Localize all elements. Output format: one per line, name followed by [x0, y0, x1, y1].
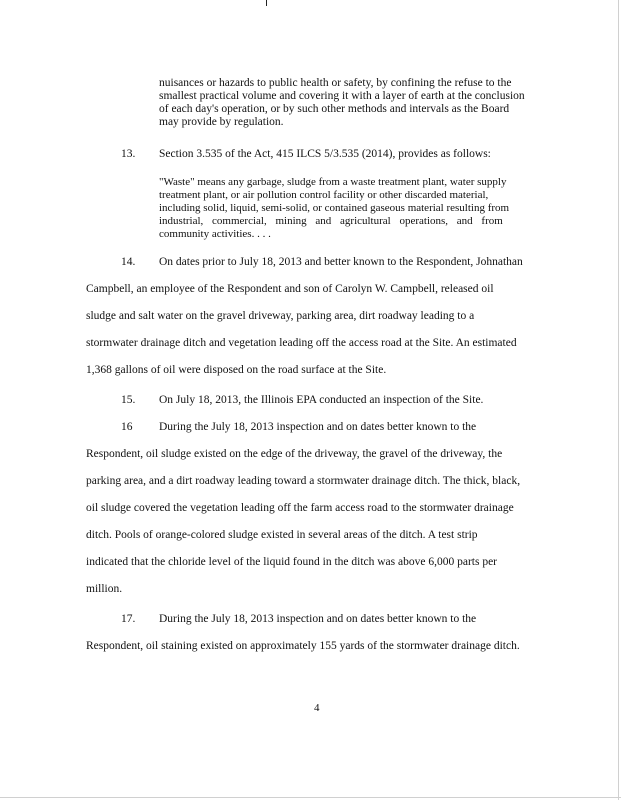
quote-line-4: industrial, commercial, mining and agricultural operations, and from	[159, 215, 503, 227]
paragraph-14-line-2: Campbell, an employee of the Respondent and son of Carolyn W. Campbell, released oil	[86, 283, 494, 295]
paragraph-14-number: 14.	[121, 256, 136, 268]
paragraph-15-number: 15.	[121, 394, 136, 406]
quote-line-3: including solid, liquid, semi-solid, or contained gaseous material resulting from	[159, 202, 510, 214]
paragraph-16-line-4: oil sludge covered the vegetation leading off the farm access road to the stormwater drainage	[86, 502, 514, 514]
paragraph-17-line-2: Respondent, oil staining existed on approximately 155 yards of the stormwater drainage ditch.	[86, 640, 520, 652]
paragraph-16-line-7: million.	[86, 583, 123, 595]
quote-line-2: treatment plant, or air pollution control facility or other discarded material,	[159, 189, 489, 201]
paragraph-14-line-4: stormwater drainage ditch and vegetation leading off the access road at the Site. An estimated	[86, 337, 517, 349]
paragraph-16-line-2: Respondent, oil sludge existed on the edge of the driveway, the gravel of the driveway, the	[86, 448, 503, 460]
paragraph-16-line-6: indicated that the chloride level of the liquid found in the ditch was above 6,000 parts per	[86, 556, 498, 568]
paragraph-17-first-line: During the July 18, 2013 inspection and on dates better known to the	[159, 613, 477, 625]
paragraph-16-line-3: parking area, and a dirt roadway leading toward a stormwater drainage ditch. The thick, black,	[86, 475, 521, 487]
page-number: 4	[314, 702, 320, 714]
continued-line-2: smallest practical volume and covering it with a layer of earth at the conclusion	[159, 90, 525, 102]
continued-line-1: nuisances or hazards to public health or safety, by confining the refuse to the	[159, 77, 512, 89]
paragraph-16-number: 16	[121, 421, 133, 433]
paragraph-14-line-5: 1,368 gallons of oil were disposed on the road surface at the Site.	[86, 364, 387, 376]
paragraph-13-number: 13.	[121, 148, 136, 160]
quote-line-1: "Waste" means any garbage, sludge from a waste treatment plant, water supply	[159, 176, 507, 188]
page-edge-bottom	[0, 797, 621, 798]
quote-line-5: community activities. . . .	[159, 228, 271, 240]
paragraph-14-line-3: sludge and salt water on the gravel driveway, parking area, dirt roadway leading to a	[86, 310, 475, 322]
paragraph-16-line-5: ditch. Pools of orange-colored sludge existed in several areas of the ditch. A test strip	[86, 529, 478, 541]
paragraph-15-text: On July 18, 2013, the Illinois EPA conducted an inspection of the Site.	[159, 394, 484, 406]
paragraph-14-first-line: On dates prior to July 18, 2013 and better known to the Respondent, Johnathan	[159, 256, 523, 268]
scan-mark	[266, 0, 267, 6]
paragraph-16-first-line: During the July 18, 2013 inspection and on dates better known to the	[159, 421, 477, 433]
continued-line-3: of each day's operation, or by such other methods and intervals as the Board	[159, 103, 510, 115]
paragraph-13-text: Section 3.535 of the Act, 415 ILCS 5/3.535 (2014), provides as follows:	[159, 148, 491, 160]
continued-line-4: may provide by regulation.	[159, 116, 284, 128]
page-edge-right	[618, 0, 619, 800]
paragraph-17-number: 17.	[121, 613, 136, 625]
